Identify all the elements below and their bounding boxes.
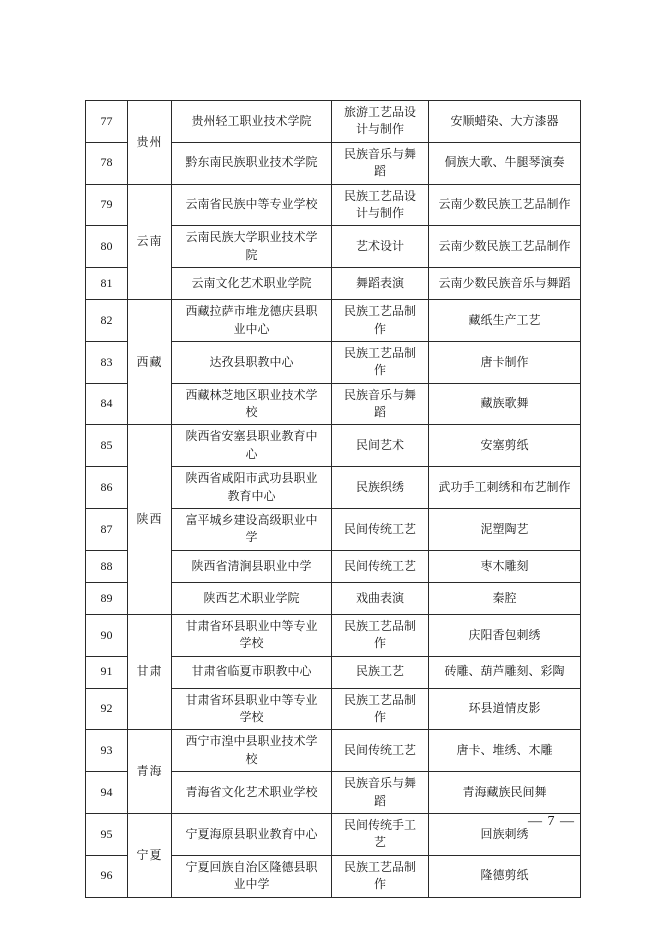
table-row <box>86 184 581 226</box>
craft-cell: 隆德剪纸 <box>429 855 581 897</box>
row-number-cell: 78 <box>86 142 128 184</box>
craft-cell: 庆阳香包刺绣 <box>429 614 581 656</box>
row-number-cell: 80 <box>86 226 128 268</box>
craft-cell: 泥塑陶艺 <box>429 509 581 551</box>
school-cell: 西宁市湟中县职业技术学校 <box>172 730 332 772</box>
school-cell: 黔东南民族职业技术学院 <box>172 142 332 184</box>
school-cell: 云南文化艺术职业学院 <box>172 268 332 300</box>
craft-cell: 藏族歌舞 <box>429 383 581 425</box>
row-number-cell: 82 <box>86 300 128 342</box>
province-cell: 陕西 <box>128 425 172 614</box>
school-cell: 云南省民族中等专业学校 <box>172 184 332 226</box>
row-number-cell: 89 <box>86 582 128 614</box>
school-cell: 陕西艺术职业学院 <box>172 582 332 614</box>
province-cell: 青海 <box>128 730 172 814</box>
craft-cell: 侗族大歌、牛腿琴演奏 <box>429 142 581 184</box>
craft-cell: 云南少数民族音乐与舞蹈 <box>429 268 581 300</box>
province-cell: 西藏 <box>128 300 172 425</box>
craft-cell: 云南少数民族工艺品制作 <box>429 226 581 268</box>
craft-cell: 藏纸生产工艺 <box>429 300 581 342</box>
table-row <box>86 730 581 772</box>
school-cell: 西藏林芝地区职业技术学校 <box>172 383 332 425</box>
row-number-cell: 81 <box>86 268 128 300</box>
row-number-cell: 94 <box>86 772 128 814</box>
craft-cell: 云南少数民族工艺品制作 <box>429 184 581 226</box>
row-number-cell: 79 <box>86 184 128 226</box>
craft-cell: 环县道情皮影 <box>429 688 581 730</box>
row-number-cell: 96 <box>86 855 128 897</box>
row-number-cell: 95 <box>86 813 128 855</box>
major-cell: 民族工艺品制作 <box>332 688 429 730</box>
school-cell: 青海省文化艺术职业学校 <box>172 772 332 814</box>
craft-cell: 安顺蜡染、大方漆器 <box>429 101 581 143</box>
craft-cell: 唐卡制作 <box>429 341 581 383</box>
school-cell: 宁夏海原县职业教育中心 <box>172 813 332 855</box>
major-cell: 民间传统工艺 <box>332 509 429 551</box>
major-cell: 民族音乐与舞蹈 <box>332 142 429 184</box>
major-cell: 旅游工艺品设计与制作 <box>332 101 429 143</box>
major-cell: 民族音乐与舞蹈 <box>332 383 429 425</box>
major-cell: 民族工艺品制作 <box>332 341 429 383</box>
school-cell: 甘肃省环县职业中等专业学校 <box>172 614 332 656</box>
schools-table <box>85 100 581 898</box>
major-cell: 民族工艺品制作 <box>332 614 429 656</box>
major-cell: 民间传统手工艺 <box>332 813 429 855</box>
school-cell: 达孜县职教中心 <box>172 341 332 383</box>
province-cell: 甘肃 <box>128 614 172 730</box>
craft-cell: 青海藏族民间舞 <box>429 772 581 814</box>
table-row <box>86 101 581 143</box>
major-cell: 舞蹈表演 <box>332 268 429 300</box>
row-number-cell: 85 <box>86 425 128 467</box>
major-cell: 民间艺术 <box>332 425 429 467</box>
row-number-cell: 86 <box>86 467 128 509</box>
school-cell: 甘肃省环县职业中等专业学校 <box>172 688 332 730</box>
school-cell: 陕西省安塞县职业教育中心 <box>172 425 332 467</box>
row-number-cell: 84 <box>86 383 128 425</box>
craft-cell: 枣木雕刻 <box>429 550 581 582</box>
craft-cell: 回族刺绣 <box>429 813 581 855</box>
row-number-cell: 83 <box>86 341 128 383</box>
craft-cell: 武功手工刺绣和布艺制作 <box>429 467 581 509</box>
major-cell: 民族工艺品制作 <box>332 300 429 342</box>
row-number-cell: 90 <box>86 614 128 656</box>
province-cell: 宁夏 <box>128 813 172 897</box>
row-number-cell: 91 <box>86 656 128 688</box>
school-cell: 宁夏回族自治区隆德县职业中学 <box>172 855 332 897</box>
major-cell: 民族工艺品设计与制作 <box>332 184 429 226</box>
row-number-cell: 87 <box>86 509 128 551</box>
school-cell: 西藏拉萨市堆龙德庆县职业中心 <box>172 300 332 342</box>
table-row <box>86 614 581 656</box>
school-cell: 陕西省清涧县职业中学 <box>172 550 332 582</box>
page-number: — 7 — <box>528 814 575 829</box>
table-row <box>86 813 581 855</box>
schools-table-body <box>86 101 581 898</box>
row-number-cell: 93 <box>86 730 128 772</box>
major-cell: 艺术设计 <box>332 226 429 268</box>
craft-cell: 秦腔 <box>429 582 581 614</box>
craft-cell: 安塞剪纸 <box>429 425 581 467</box>
major-cell: 民间传统工艺 <box>332 730 429 772</box>
province-cell: 贵州 <box>128 101 172 185</box>
school-cell: 富平城乡建设高级职业中学 <box>172 509 332 551</box>
province-cell: 云南 <box>128 184 172 300</box>
craft-cell: 砖雕、葫芦雕刻、彩陶 <box>429 656 581 688</box>
table-row <box>86 425 581 467</box>
row-number-cell: 92 <box>86 688 128 730</box>
major-cell: 民间传统工艺 <box>332 550 429 582</box>
major-cell: 民族音乐与舞蹈 <box>332 772 429 814</box>
major-cell: 民族工艺 <box>332 656 429 688</box>
school-cell: 甘肃省临夏市职教中心 <box>172 656 332 688</box>
school-cell: 云南民族大学职业技术学院 <box>172 226 332 268</box>
craft-cell: 唐卡、堆绣、木雕 <box>429 730 581 772</box>
table-row <box>86 300 581 342</box>
row-number-cell: 77 <box>86 101 128 143</box>
row-number-cell: 88 <box>86 550 128 582</box>
major-cell: 民族织绣 <box>332 467 429 509</box>
major-cell: 民族工艺品制作 <box>332 855 429 897</box>
school-cell: 贵州轻工职业技术学院 <box>172 101 332 143</box>
school-cell: 陕西省咸阳市武功县职业教育中心 <box>172 467 332 509</box>
major-cell: 戏曲表演 <box>332 582 429 614</box>
